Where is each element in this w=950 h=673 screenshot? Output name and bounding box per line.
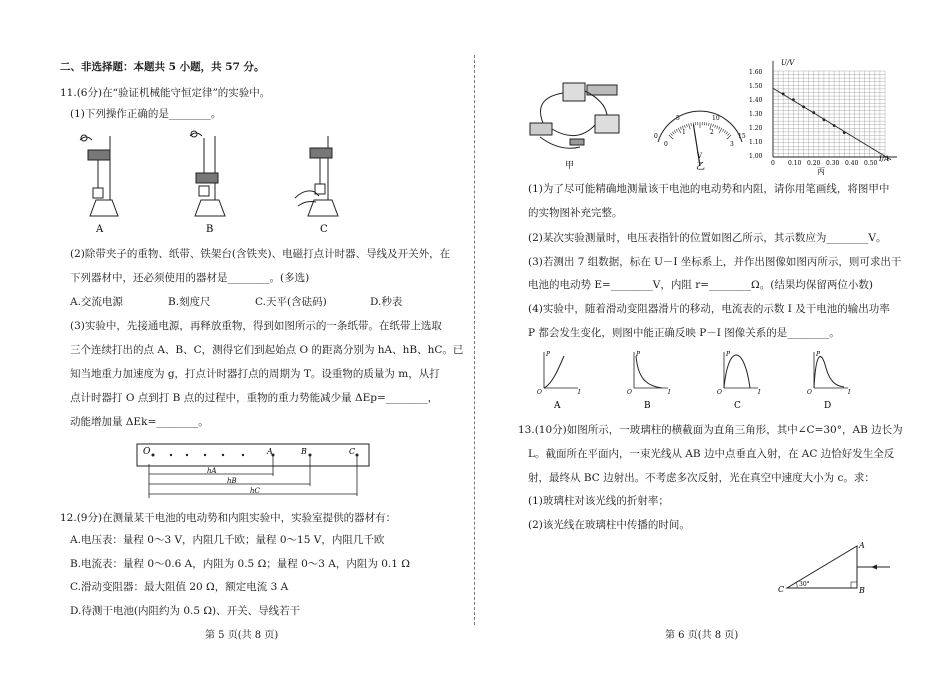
- meter-top-10: 10: [712, 115, 720, 122]
- pi-o-label: O: [807, 389, 812, 396]
- pi-curve: [724, 355, 750, 388]
- meter-tick: [722, 129, 724, 132]
- q12-part3-line1: (3)若测出 7 组数据，标在 U－I 坐标系上，并作出图像如图丙所示，则可求出干: [528, 256, 902, 268]
- meter-tick: [689, 123, 691, 129]
- q12-item-d: D.待测干电池(内阻约为 0.5 Ω)、开关、导线若干: [70, 605, 301, 617]
- meter-top-0: 0: [654, 133, 658, 140]
- tape-label-a: A: [267, 447, 273, 456]
- meter-tick: [686, 124, 687, 127]
- pi-p-label: P: [636, 351, 641, 358]
- ui-ytick-130: 1.30: [749, 111, 763, 118]
- meter-tick: [717, 126, 718, 129]
- meter-bottom-2: 2: [710, 129, 714, 136]
- ui-ytick-140: 1.40: [749, 97, 763, 104]
- meter-bottom-1: 1: [682, 129, 686, 136]
- q11-part3-line4: 点计时器打 O 点到打 B 点的过程中，重物的重力势能减少量 ΔEp=________，: [70, 392, 439, 404]
- meter-tick: [684, 125, 685, 128]
- meter-tick: [715, 125, 716, 128]
- pi-choice-label: A: [554, 401, 561, 410]
- fig-caption-yi: 乙: [696, 162, 706, 170]
- pi-graphs-figure: [530, 348, 890, 410]
- q13-line2: L。截面所在平面内，一束光线从 AB 边中点垂直入射，在 AC 边恰好发生全反: [528, 448, 895, 460]
- ui-graph-figure: [745, 57, 905, 175]
- tape-label-c: C: [349, 447, 356, 456]
- q11-part3-line1: (3)实验中，先接通电源，再释放重物，得到如图所示的一条纸带。在纸带上选取: [70, 320, 442, 332]
- q13-sub2: (2)该光线在玻璃柱中传播的时间。: [528, 519, 690, 531]
- pi-p-label: P: [816, 351, 821, 358]
- pi-choice-label: C: [734, 401, 741, 410]
- q11-part3-line2: 三个连续打出的点 A、B、C，测得它们到起始点 O 的距离分别为 hA、hB、hC。已: [70, 344, 464, 356]
- meter-tick: [691, 123, 692, 126]
- q12-stem: 12.(9分)在测量某干电池的电动势和内阻实验中，实验室提供的器材有：: [60, 512, 397, 524]
- q11-part2-line1: (2)除带夹子的重物、纸带、铁架台(含铁夹)、电磁打点计时器、导线及开关外，在: [70, 248, 451, 260]
- pi-i-label: I: [758, 389, 761, 396]
- ui-xtick-0: 0: [771, 160, 775, 167]
- tri-label-c: C: [778, 585, 785, 594]
- q11-apparatus-figure: [70, 128, 370, 240]
- pi-choice-label: D: [824, 401, 832, 410]
- meter-bottom-0: 0: [664, 141, 668, 148]
- tri-label-b: B: [859, 586, 865, 595]
- circuit-figure: [525, 75, 635, 170]
- triangle-figure: [775, 538, 895, 596]
- meter-tick: [724, 130, 726, 132]
- q11-part3-line5: 动能增加量 ΔEk=________。: [70, 416, 209, 428]
- tri-label-a: A: [859, 541, 865, 550]
- meter-tick: [674, 130, 676, 132]
- meter-tick: [671, 133, 673, 135]
- ui-xtick-010: 0.10: [788, 160, 802, 167]
- meter-top-15: 15: [738, 133, 746, 140]
- pi-choice-label: B: [644, 401, 651, 410]
- choice-label-c: C: [320, 224, 328, 235]
- pi-graph-b: [627, 351, 671, 410]
- q13-sub1: (1)玻璃柱对该光线的折射率；: [528, 495, 669, 507]
- ui-ytick-110: 1.10: [749, 139, 763, 146]
- q12-item-b: B.电流表：量程 0～0.6 A，内阻为 0.5 Ω；量程 0～3 A，内阻为 0.1 Ω: [70, 558, 410, 570]
- meter-tick: [672, 132, 674, 134]
- meter-tick: [726, 132, 728, 134]
- q11-part3-line3: 知当地重力加速度为 g，打点计时器打点的周期为 T。设重物的质量为 m，从打: [70, 368, 440, 380]
- right-page: [480, 0, 950, 673]
- meter-unit: V: [697, 152, 703, 160]
- choice-label-a: A: [96, 224, 104, 235]
- pi-graph-a: [537, 351, 581, 410]
- q13-line3: 射，最终从 BC 边射出。不考虑多次反射，光在真空中速度大小为 c。求：: [528, 472, 875, 484]
- ui-xtick-030: 0.30: [826, 160, 840, 167]
- pi-graph-c: [717, 351, 761, 410]
- q12-item-c: C.滑动变阻器：最大阻值 20 Ω，额定电流 3 A: [70, 581, 289, 593]
- meter-tick: [713, 124, 714, 127]
- q12-part4-line2: P 都会发生变化，则图中能正确反映 P－I 图像关系的是________。: [528, 327, 840, 339]
- pi-i-label: I: [848, 389, 851, 396]
- page-footer-left: 第 5 页(共 8 页): [205, 630, 279, 641]
- tape-label-b: B: [301, 447, 307, 456]
- ui-ytick-150: 1.50: [749, 83, 763, 90]
- pi-o-label: O: [717, 389, 722, 396]
- meter-tick: [678, 128, 681, 133]
- section-title: 二、非选择题：本题共 5 小题，共 57 分。: [60, 61, 265, 73]
- ui-xtick-050: 0.50: [864, 160, 878, 167]
- tri-angle-label: 30°: [799, 581, 810, 588]
- meter-tick: [727, 133, 729, 135]
- q11-option-d: D.秒表: [370, 296, 403, 308]
- q12-part1-line1: (1)为了尽可能精确地测量该干电池的电动势和内阻，请你用笔画线，将图甲中: [528, 183, 890, 195]
- tape-label-ha: hA: [207, 467, 217, 475]
- meter-bottom-3: 3: [730, 141, 734, 148]
- pi-curve: [814, 357, 844, 388]
- q12-part1-line2: 的实物图补充完整。: [528, 207, 623, 219]
- ui-ytick-160: 1.60: [749, 69, 763, 76]
- pi-i-label: I: [578, 389, 581, 396]
- fig-caption-jia: 甲: [565, 161, 575, 170]
- q11-option-b: B.刻度尺: [168, 296, 211, 308]
- meter-top-5: 5: [676, 115, 680, 122]
- pi-p-label: P: [726, 351, 731, 358]
- pi-i-label: I: [668, 389, 671, 396]
- tape-label-hb: hB: [227, 477, 237, 485]
- meter-tick: [719, 128, 722, 133]
- fig-caption-bing: 丙: [817, 167, 825, 175]
- ui-ytick-100: 1.00: [749, 153, 763, 160]
- q11-part1: (1)下列操作正确的是________。: [70, 108, 222, 120]
- tape-label-hc: hC: [250, 487, 260, 495]
- ui-xtick-040: 0.40: [845, 160, 859, 167]
- pi-curve: [636, 356, 662, 388]
- tape-label-o: O: [143, 447, 151, 457]
- q12-item-a: A.电压表：量程 0～3 V，内阻几千欧；量程 0～15 V，内阻几千欧: [70, 534, 385, 546]
- pi-p-label: P: [546, 351, 551, 358]
- paper-tape-figure: [135, 440, 375, 500]
- pi-curve: [544, 356, 564, 388]
- meter-tick: [719, 127, 720, 130]
- meter-tick: [709, 123, 710, 126]
- left-page: [0, 0, 470, 673]
- q11-part2-line2: 下列器材中，还必须使用的器材是________。(多选): [70, 272, 310, 284]
- choice-label-b: B: [206, 224, 214, 235]
- pi-graph-d: [807, 351, 851, 410]
- ui-ylabel: U/V: [781, 59, 795, 67]
- ui-fit-line: [773, 88, 891, 160]
- pi-o-label: O: [537, 389, 542, 396]
- q11-option-c: C.天平(含砝码): [255, 296, 327, 308]
- q12-part3-line2: 电池的电动势 E=________V，内阻 r=________Ω。(结果均保留两位小数): [528, 279, 873, 291]
- q12-part4-line1: (4)实验中，随着滑动变阻器滑片的移动，电流表的示数 I 及干电池的输出功率: [528, 303, 890, 315]
- q11-option-a: A.交流电源: [70, 296, 123, 308]
- meter-tick: [676, 129, 678, 132]
- ui-xlabel: I/A: [879, 155, 890, 163]
- page-footer-right: 第 6 页(共 8 页): [665, 630, 739, 641]
- page-divider: [474, 55, 475, 625]
- ui-xtick-020: 0.20: [807, 160, 821, 167]
- q11-stem: 11.(6分)在“验证机械能守恒定律”的实验中。: [60, 87, 271, 99]
- pi-o-label: O: [627, 389, 632, 396]
- ui-ytick-120: 1.20: [749, 125, 763, 132]
- voltmeter-dial-figure: [650, 108, 750, 170]
- q13-line1: 13.(10分)如图所示，一玻璃柱的横截面为直角三角形，其中∠C=30°，AB 边长为: [518, 424, 903, 436]
- q12-part2: (2)某次实验测量时，电压表指针的位置如图乙所示，其示数应为________V。: [528, 232, 887, 244]
